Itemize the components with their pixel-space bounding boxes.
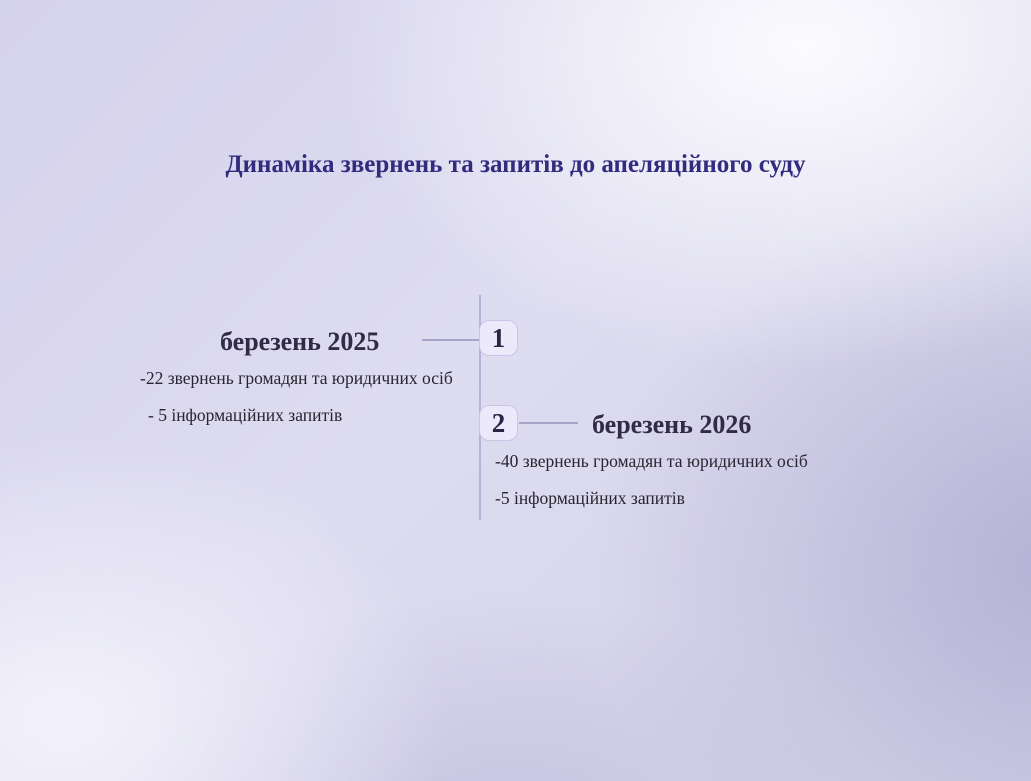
slide-title: Динаміка звернень та запитів до апеляційного суду bbox=[225, 151, 806, 178]
timeline-item-1-detail-1: -22 звернень громадян та юридичних осіб bbox=[140, 368, 453, 388]
timeline-marker-1-number: 1 bbox=[491, 322, 506, 353]
timeline-connector-1 bbox=[422, 339, 479, 341]
timeline-item-2-label: березень 2026 bbox=[592, 410, 752, 439]
timeline-marker-2-number: 2 bbox=[491, 407, 506, 438]
timeline-item-2-detail-2: -5 інформаційних запитів bbox=[495, 488, 685, 508]
timeline-connector-2 bbox=[519, 422, 578, 424]
timeline-item-2-detail-1: -40 звернень громадян та юридичних осіб bbox=[495, 451, 808, 471]
timeline-item-1-detail-2: - 5 інформаційних запитів bbox=[148, 405, 343, 425]
timeline-marker-2 bbox=[479, 405, 518, 441]
timeline-item-1-label: березень 2025 bbox=[220, 327, 380, 356]
timeline-marker-1 bbox=[479, 320, 518, 356]
